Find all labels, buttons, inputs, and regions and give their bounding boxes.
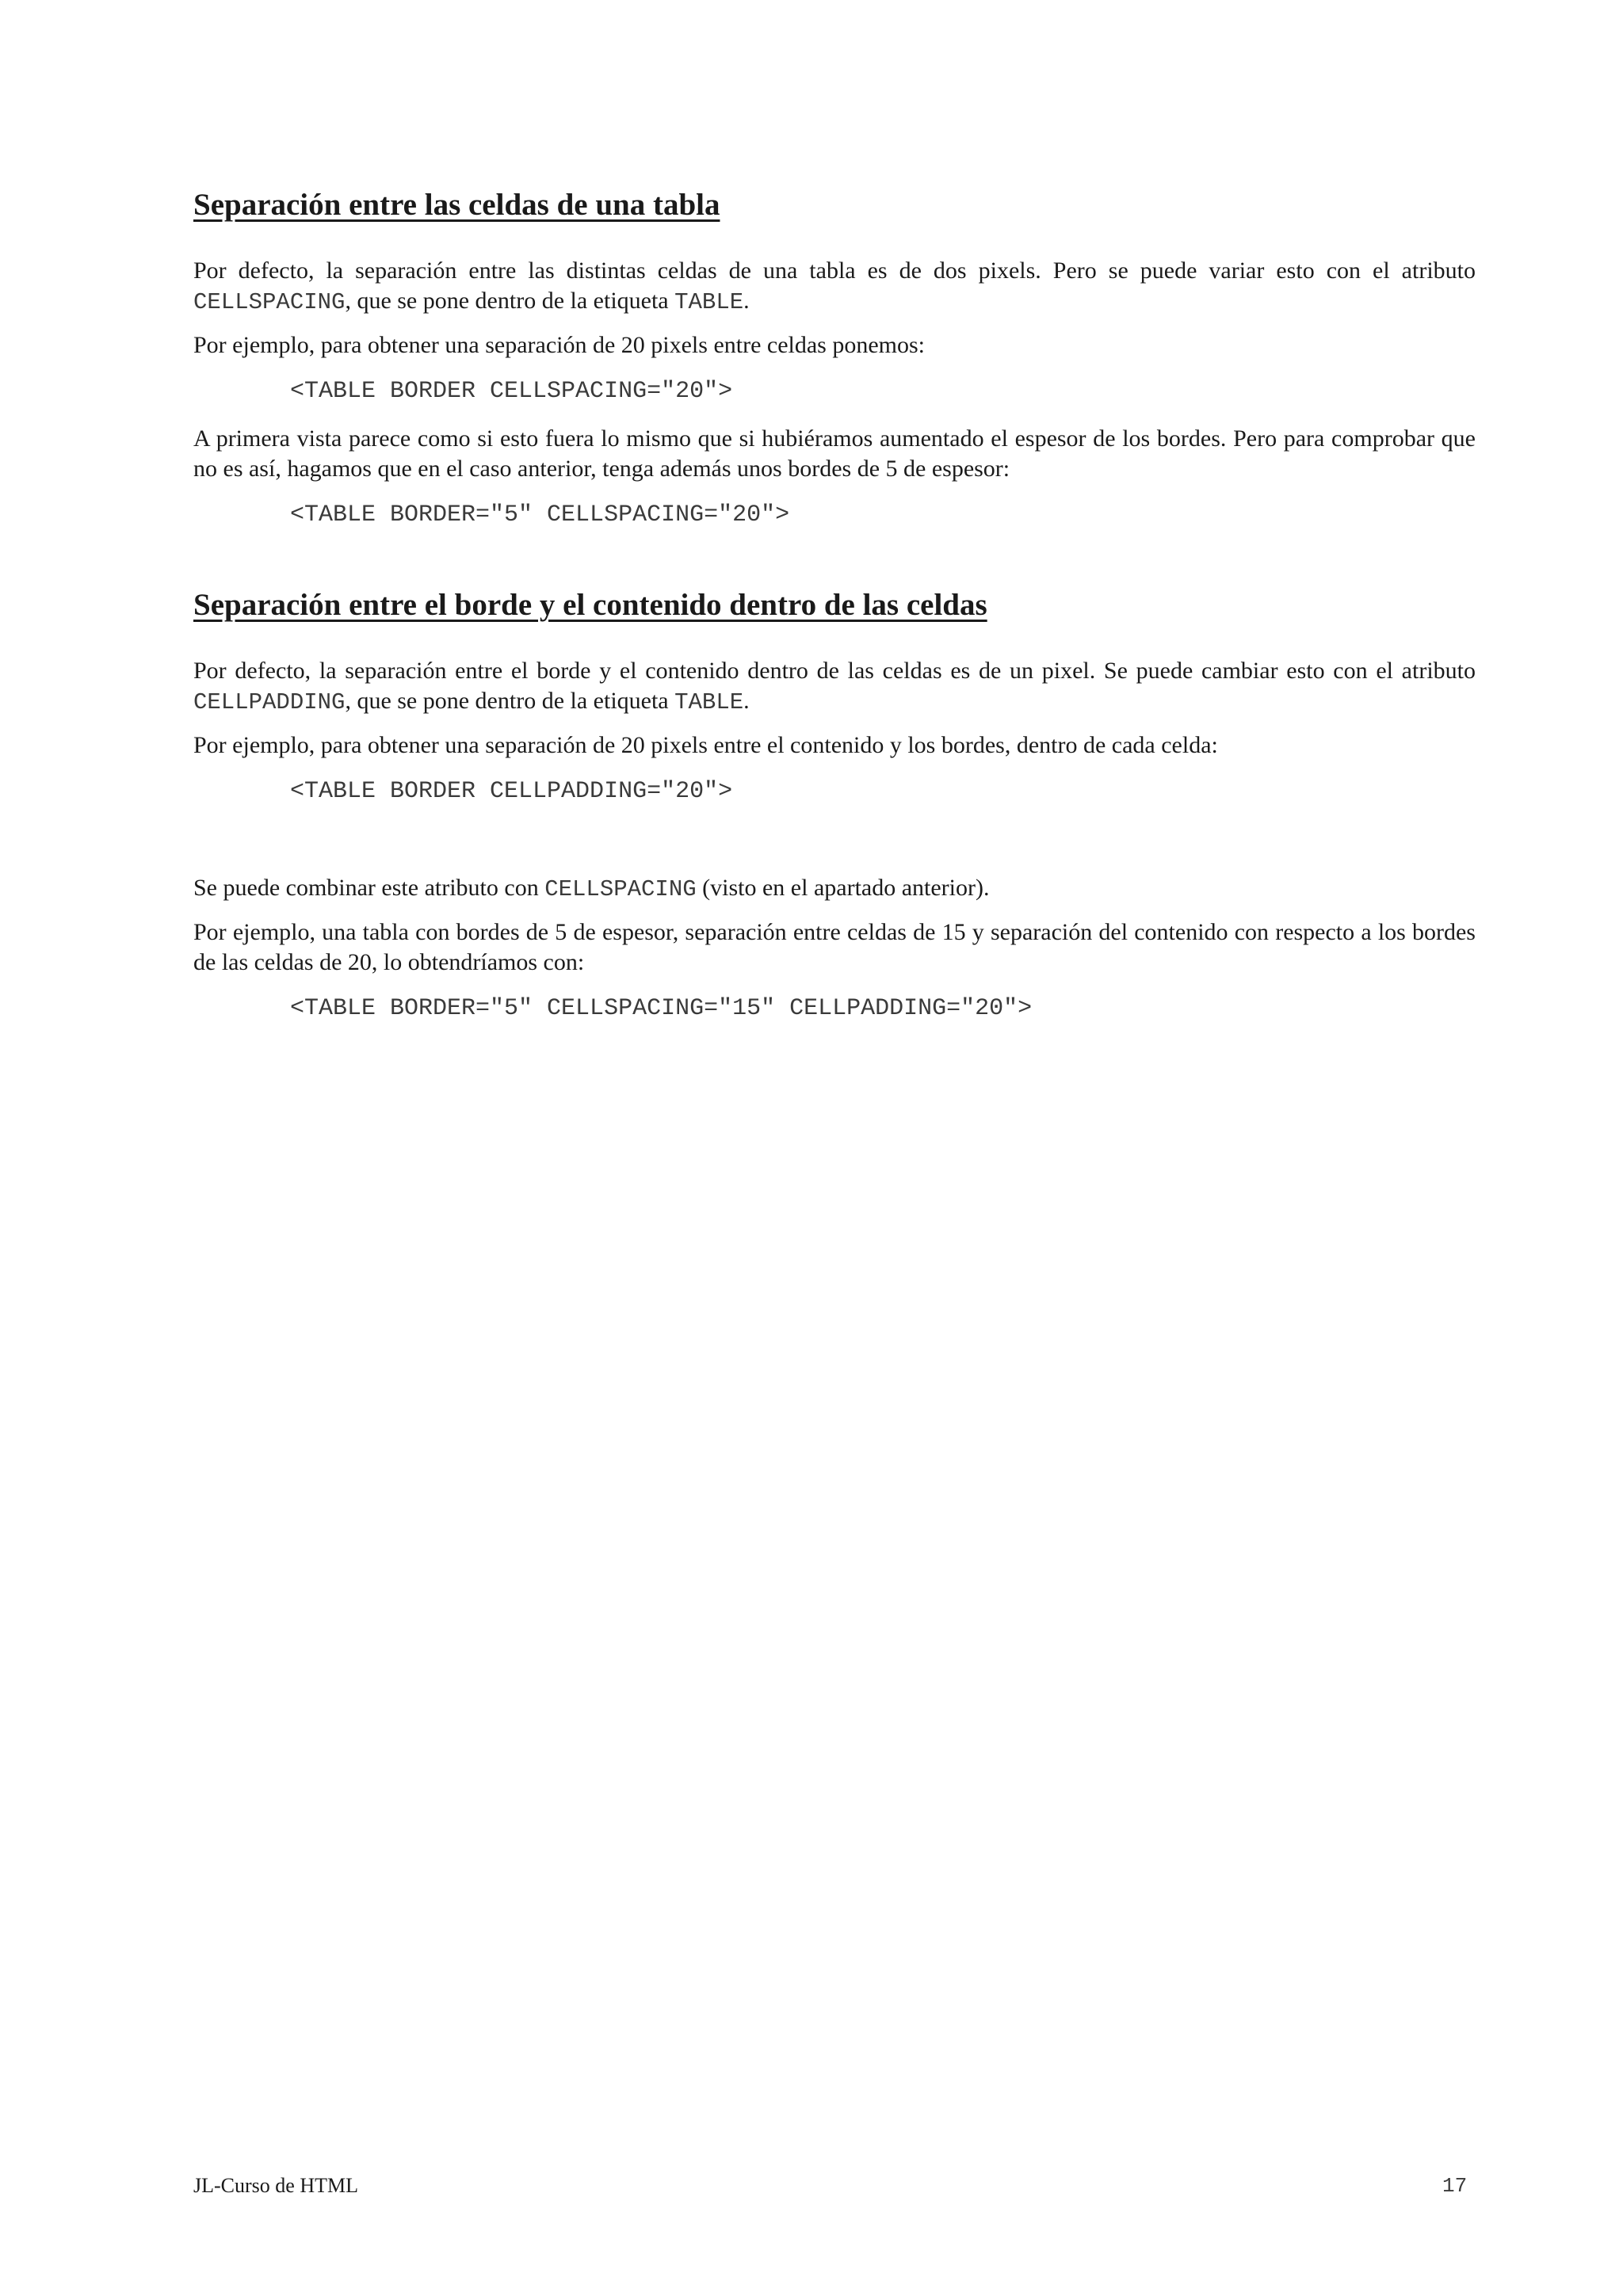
section-title: Separación entre las celdas de una tabla xyxy=(193,188,720,222)
inline-code: CELLSPACING xyxy=(193,288,346,315)
paragraph-text: . xyxy=(743,687,750,714)
document-page xyxy=(193,187,1476,1081)
inline-code: TABLE xyxy=(674,688,744,715)
paragraph: Por ejemplo, una tabla con bordes de 5 de espesor, separación entre celdas de 15 y separación del contenido con respecto a los bordes de las celdas de 20, lo obtendríamos con: xyxy=(193,918,1476,975)
paragraph-text: Por defecto, la separación entre las distintas celdas de una tabla es de dos pixels. Pero se puede variar esto con el atributo xyxy=(193,257,1476,284)
code-example: <TABLE BORDER CELLPADDING="20"> xyxy=(290,777,733,805)
paragraph-text: , que se pone dentro de la etiqueta xyxy=(345,287,675,314)
spacer xyxy=(193,824,1476,873)
paragraph-text: , que se pone dentro de la etiqueta xyxy=(345,687,675,714)
paragraph-text: (visto en el apartado anterior). xyxy=(696,874,990,901)
paragraph-text: Por defecto, la separación entre el borde y el contenido dentro de las celdas es de un pixel. Se puede cambiar esto con el atributo xyxy=(193,657,1476,684)
paragraph xyxy=(193,873,1476,905)
paragraph: A primera vista parece como si esto fuera lo mismo que si hubiéramos aumentado el espesor de los bordes. Pero para comprobar que no es así, hagamos que en el caso anterior, tenga además unos bordes de 5 de espesor: xyxy=(193,425,1476,482)
paragraph-text: Se puede combinar este atributo con xyxy=(193,874,545,901)
section-title: Separación entre el borde y el contenido dentro de las celdas xyxy=(193,587,987,622)
code-example: <TABLE BORDER="5" CELLSPACING="15" CELLPADDING="20"> xyxy=(290,994,1033,1022)
inline-code: CELLSPACING xyxy=(544,875,697,902)
code-example: <TABLE BORDER CELLSPACING="20"> xyxy=(290,377,733,405)
paragraph: Por ejemplo, para obtener una separación de 20 pixels entre celdas ponemos: xyxy=(193,331,926,358)
code-example: <TABLE BORDER="5" CELLSPACING="20"> xyxy=(290,501,790,528)
paragraph: Por ejemplo, para obtener una separación de 20 pixels entre el contenido y los bordes, dentro de cada celda: xyxy=(193,731,1218,758)
paragraph-text: . xyxy=(743,287,750,314)
page-number: 17 xyxy=(1442,2174,1468,2198)
section-cellspacing xyxy=(193,187,1476,530)
paragraph xyxy=(193,656,1476,718)
inline-code: TABLE xyxy=(674,288,744,315)
paragraph xyxy=(193,256,1476,318)
inline-code: CELLPADDING xyxy=(193,688,346,715)
footer-course-title: JL-Curso de HTML xyxy=(193,2174,358,2197)
section-cellpadding xyxy=(193,587,1476,1024)
